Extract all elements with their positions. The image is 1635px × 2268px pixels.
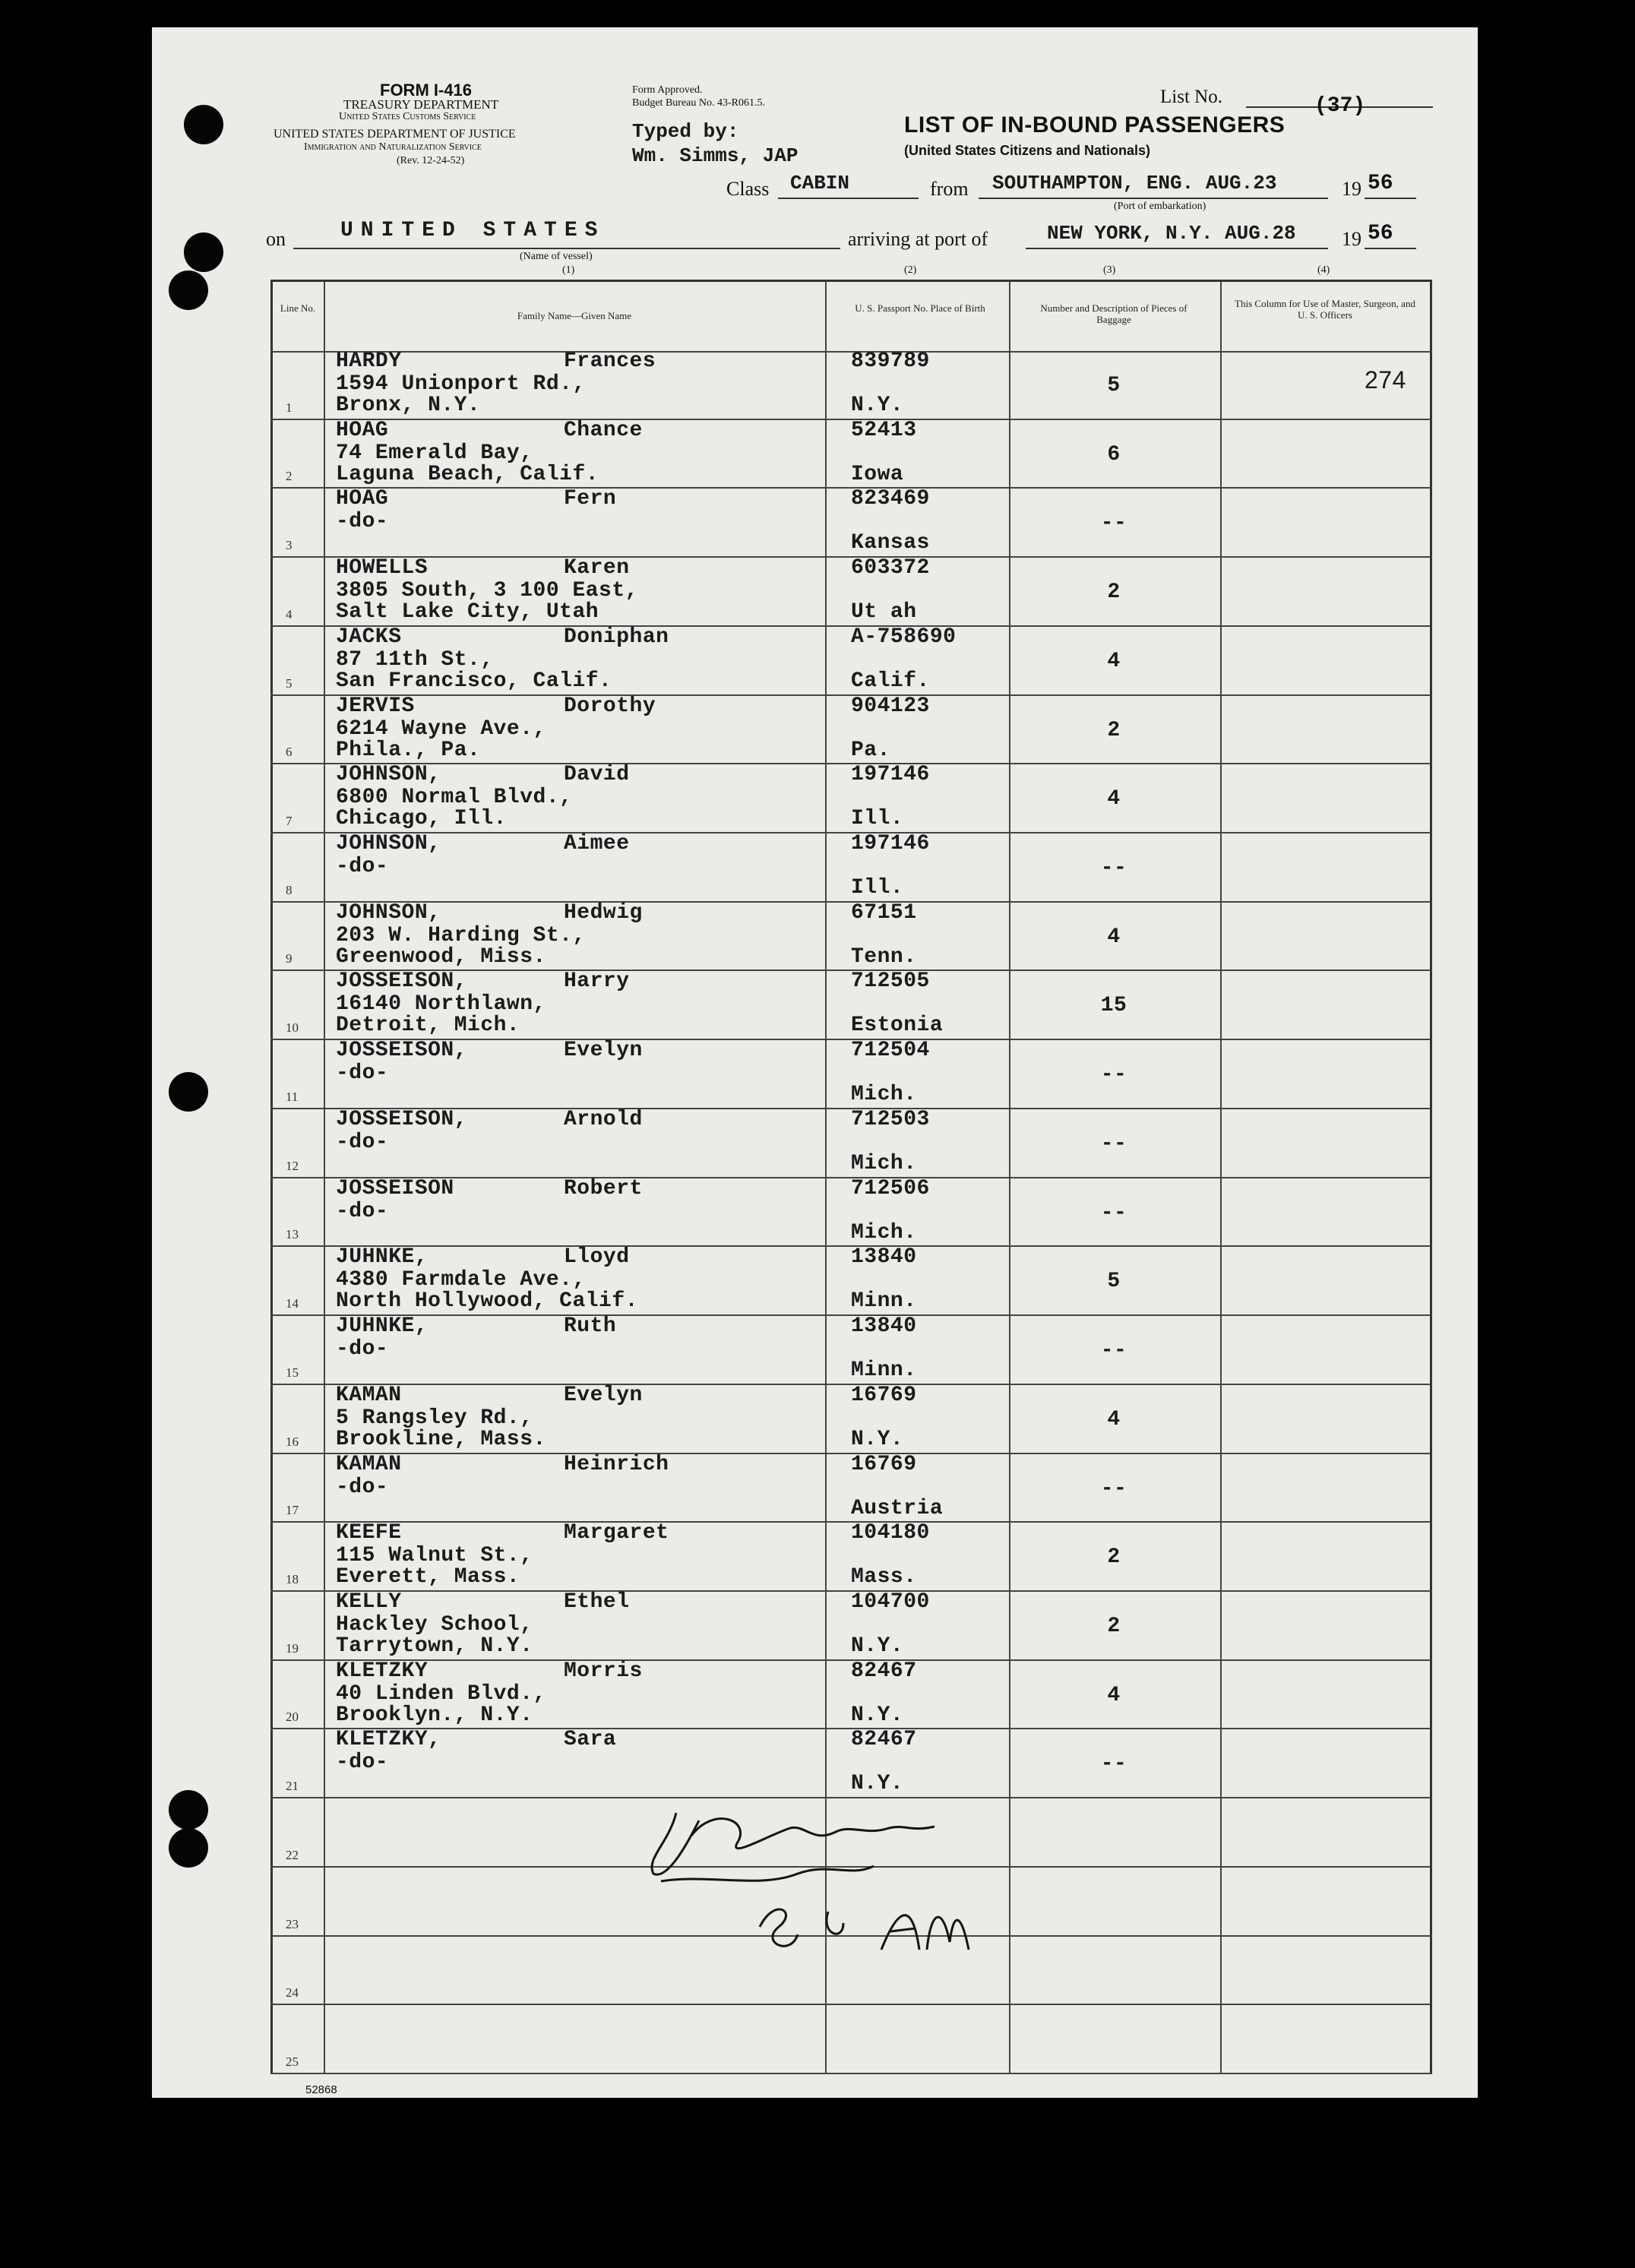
family-name: KLETZKY (336, 1659, 429, 1683)
line-number: 17 (286, 1503, 299, 1518)
family-name: JOHNSON, (336, 763, 441, 787)
table-row (270, 2005, 1431, 2074)
baggage-count: 15 (1100, 994, 1127, 1018)
address-line-2: San Francisco, Calif. (336, 669, 612, 693)
place-of-birth: N.Y. (851, 394, 904, 417)
vessel-name: UNITED STATES (340, 219, 606, 242)
family-name: HARDY (336, 350, 402, 373)
punch-hole (169, 1072, 208, 1112)
address-line-1: -do- (336, 1130, 389, 1154)
place-of-birth: Ill. (851, 876, 904, 900)
from-year-prefix: 19 (1342, 178, 1361, 200)
table-row (270, 900, 1431, 972)
address-line-1: Hackley School, (336, 1612, 533, 1637)
header-passport: U. S. Passport No. Place of Birth (855, 302, 985, 314)
table-row (270, 971, 1431, 1040)
line-number: 16 (286, 1434, 299, 1449)
line-number: 12 (286, 1158, 299, 1173)
family-name: JOSSEISON, (336, 1107, 468, 1131)
line-number: 5 (286, 675, 293, 691)
place-of-birth: Mich. (851, 1220, 917, 1245)
address-line-1: 1594 Unionport Rd., (336, 372, 586, 396)
budget-bureau: Budget Bureau No. 43-R061.5. (632, 97, 765, 109)
passport-number: 13840 (851, 1314, 917, 1339)
table-row (270, 1109, 1431, 1178)
line-number: 15 (286, 1365, 299, 1380)
col-number-1: (1) (562, 264, 575, 276)
address-line-1: -do- (336, 1751, 389, 1775)
address-line-2: Phila., Pa. (336, 738, 481, 762)
passport-number: 603372 (851, 556, 930, 580)
address-line-1: 4380 Farmdale Ave., (336, 1268, 586, 1292)
baggage-count: 4 (1107, 1683, 1121, 1707)
baggage-count: 4 (1107, 787, 1121, 811)
address-line-1: 5 Rangsley Rd., (336, 1406, 533, 1430)
place-of-birth: Minn. (851, 1359, 917, 1383)
manifest-subtitle: (United States Citizens and Nationals) (904, 143, 1151, 158)
place-of-birth: Estonia (851, 1014, 944, 1038)
family-name: JOSSEISON, (336, 970, 468, 994)
place-of-birth: Calif. (851, 669, 930, 693)
line-number: 13 (286, 1227, 299, 1242)
punch-hole (169, 270, 208, 310)
manifest-title: LIST OF IN-BOUND PASSENGERS (904, 112, 1286, 138)
given-name: Evelyn (564, 1039, 643, 1063)
given-name: Arnold (564, 1107, 643, 1131)
table-row (270, 420, 1431, 489)
baggage-count: -- (1100, 856, 1127, 881)
family-name: KAMAN (336, 1383, 402, 1407)
address-line-2: Laguna Beach, Calif. (336, 462, 599, 486)
baggage-count: 2 (1107, 718, 1121, 742)
given-name: Aimee (564, 832, 630, 856)
family-name: JOHNSON, (336, 832, 441, 856)
address-line-1: 6800 Normal Blvd., (336, 786, 573, 810)
address-line-1: 74 Emerald Bay, (336, 441, 533, 465)
typed-by-value: Wm. Simms, JAP (632, 144, 799, 167)
passport-number: 13840 (851, 1245, 917, 1270)
family-name: JOHNSON, (336, 900, 441, 925)
passport-number: 839789 (851, 350, 930, 373)
table-row (270, 351, 1431, 420)
family-name: KAMAN (336, 1452, 402, 1476)
place-of-birth: Kansas (851, 531, 930, 555)
handwritten-time (1595, 27, 1596, 28)
given-name: Margaret (564, 1521, 669, 1545)
line-number: 19 (286, 1640, 299, 1656)
place-of-birth: Mich. (851, 1083, 917, 1107)
table-row (270, 627, 1431, 696)
given-name: Evelyn (564, 1383, 643, 1407)
family-name: JACKS (336, 625, 402, 649)
line-number: 24 (286, 1985, 299, 2001)
place-of-birth: Minn. (851, 1289, 917, 1314)
place-of-birth: Tenn. (851, 944, 917, 969)
address-line-2: Chicago, Ill. (336, 807, 507, 831)
table-row (270, 1247, 1431, 1316)
family-name: JOSSEISON, (336, 1039, 468, 1063)
given-name: Chance (564, 418, 643, 442)
line-number: 11 (286, 1089, 299, 1104)
address-line-2: Everett, Mass. (336, 1565, 520, 1589)
class-value: CABIN (790, 172, 850, 195)
passport-number: 197146 (851, 832, 930, 856)
table-row (270, 1040, 1431, 1109)
family-name: HOWELLS (336, 556, 429, 580)
passport-number: 823469 (851, 487, 930, 511)
line-number: 2 (286, 469, 293, 484)
class-label: Class (726, 178, 770, 200)
address-line-1: 6214 Wayne Ave., (336, 716, 546, 741)
family-name: HOAG (336, 487, 389, 511)
arriving-port: NEW YORK, N.Y. AUG.28 (1047, 222, 1296, 245)
line-number: 21 (286, 1779, 299, 1794)
header-name: Family Name—Given Name (517, 310, 632, 321)
form-number: FORM I-416 (380, 81, 473, 100)
place-of-birth: Mich. (851, 1151, 917, 1175)
line-number: 6 (286, 745, 293, 760)
passport-number: 904123 (851, 694, 930, 718)
baggage-count: 4 (1107, 1407, 1121, 1431)
address-line-2: Brooklyn., N.Y. (336, 1703, 533, 1727)
punch-hole (184, 105, 223, 144)
table-row (270, 558, 1431, 627)
inspector-signature (646, 1790, 965, 1896)
given-name: Doniphan (564, 625, 669, 649)
line-number: 9 (286, 951, 293, 966)
given-name: Ethel (564, 1589, 630, 1614)
baggage-count: -- (1100, 1200, 1127, 1225)
given-name: Ruth (564, 1314, 617, 1339)
baggage-count: -- (1100, 511, 1127, 536)
col-number-2: (2) (904, 264, 917, 276)
vessel-caption: (Name of vessel) (520, 251, 593, 262)
table-row (270, 696, 1431, 765)
line-number: 18 (286, 1571, 299, 1586)
line-number: 22 (286, 1847, 299, 1862)
table-row (270, 833, 1431, 903)
address-line-1: -do- (336, 1337, 389, 1362)
given-name: Fern (564, 487, 617, 511)
address-line-2: Greenwood, Miss. (336, 944, 546, 969)
family-name: JUHNKE, (336, 1314, 429, 1339)
form-revision: (Rev. 12-24-52) (397, 155, 465, 166)
address-line-1: 16140 Northlawn, (336, 992, 546, 1017)
line-number: 3 (286, 538, 293, 553)
table-row (270, 1589, 1431, 1661)
line-number: 14 (286, 1296, 299, 1311)
address-line-1: 87 11th St., (336, 647, 494, 672)
passport-number: 104180 (851, 1521, 930, 1545)
officer-note: 274 (1365, 366, 1406, 394)
given-name: David (564, 763, 630, 787)
baggage-count: -- (1100, 1752, 1127, 1776)
table-row (270, 1178, 1431, 1248)
typed-by-label: Typed by: (632, 120, 739, 143)
header-officers: This Column for Use of Master, Surgeon, and U. S. Officers (1235, 298, 1415, 321)
table-row (270, 1661, 1431, 1730)
col-number-3: (3) (1103, 264, 1116, 276)
address-line-1: 40 Linden Blvd., (336, 1681, 546, 1706)
address-line-1: 115 Walnut St., (336, 1544, 533, 1568)
baggage-count: 5 (1107, 1270, 1121, 1294)
line-number: 4 (286, 606, 293, 622)
address-line-1: -do- (336, 510, 389, 534)
baggage-count: -- (1100, 1339, 1127, 1363)
place-of-birth: Ut ah (851, 600, 917, 625)
given-name: Lloyd (564, 1245, 630, 1270)
family-name: JERVIS (336, 694, 415, 718)
line-number: 10 (286, 1020, 299, 1036)
place-of-birth: N.Y. (851, 1772, 904, 1796)
from-label: from (930, 178, 969, 200)
family-name: HOAG (336, 418, 389, 442)
address-line-1: 3805 South, 3 100 East, (336, 579, 638, 603)
arriving-label: arriving at port of (848, 228, 988, 250)
address-line-1: -do- (336, 1199, 389, 1223)
place-of-birth: Austria (851, 1496, 944, 1520)
col-number-4: (4) (1317, 264, 1330, 276)
address-line-1: 203 W. Harding St., (336, 923, 586, 947)
passport-number: 712506 (851, 1176, 930, 1200)
given-name: Frances (564, 350, 656, 373)
ins-service: Immigration and Naturalization Service (304, 141, 482, 153)
given-name: Hedwig (564, 900, 643, 925)
form-approved: Form Approved. (632, 84, 703, 96)
place-of-birth: N.Y. (851, 1427, 904, 1451)
from-year-value: 56 (1368, 172, 1393, 195)
place-of-birth: Mass. (851, 1565, 917, 1589)
header-line-no: Line No. (280, 302, 316, 314)
arrive-year-prefix: 19 (1342, 228, 1361, 250)
passport-number: 16769 (851, 1452, 917, 1476)
list-no-value: (37) (1314, 94, 1366, 118)
passport-number: 712503 (851, 1107, 930, 1131)
family-name: KLETZKY, (336, 1728, 441, 1752)
table-row (270, 764, 1431, 833)
place-of-birth: Ill. (851, 807, 904, 831)
passport-number: 197146 (851, 763, 930, 787)
passport-number: 104700 (851, 1589, 930, 1614)
table-row (270, 1316, 1431, 1385)
baggage-count: -- (1100, 1476, 1127, 1501)
table-row (270, 1729, 1431, 1798)
passport-number: 82467 (851, 1728, 917, 1752)
manifest-page (152, 27, 1478, 2098)
punch-hole (169, 1828, 208, 1868)
family-name: JOSSEISON (336, 1176, 454, 1200)
line-number: 7 (286, 814, 293, 829)
table-row (270, 1523, 1431, 1592)
port-embark-caption: (Port of embarkation) (1114, 201, 1206, 212)
address-line-2: Bronx, N.Y. (336, 394, 481, 417)
address-line-1: -do- (336, 1061, 389, 1086)
address-line-1: -do- (336, 855, 389, 879)
punch-hole (169, 1790, 208, 1830)
line-number: 23 (286, 1916, 299, 1931)
passport-number: 67151 (851, 900, 917, 925)
address-line-2: Salt Lake City, Utah (336, 600, 599, 625)
on-label: on (266, 228, 286, 250)
passport-number: 82467 (851, 1659, 917, 1683)
place-of-birth: N.Y. (851, 1634, 904, 1658)
given-name: Karen (564, 556, 630, 580)
footer-code: 52868 (305, 2083, 337, 2096)
given-name: Robert (564, 1176, 643, 1200)
given-name: Dorothy (564, 694, 656, 718)
baggage-count: 4 (1107, 925, 1121, 949)
baggage-count: 2 (1107, 580, 1121, 605)
baggage-count: 4 (1107, 649, 1121, 673)
given-name: Morris (564, 1659, 643, 1683)
passport-number: 712504 (851, 1039, 930, 1063)
family-name: JUHNKE, (336, 1245, 429, 1270)
line-number: 8 (286, 882, 293, 897)
punch-hole (184, 232, 223, 272)
list-no-label: List No. (1160, 87, 1222, 107)
passport-number: 16769 (851, 1383, 917, 1407)
justice-dept: UNITED STATES DEPARTMENT OF JUSTICE (274, 128, 516, 141)
line-number: 1 (286, 400, 293, 415)
given-name: Harry (564, 970, 630, 994)
baggage-count: -- (1100, 1131, 1127, 1156)
address-line-2: Brookline, Mass. (336, 1427, 546, 1451)
baggage-count: 5 (1107, 374, 1121, 397)
header-baggage: Number and Description of Pieces of Baggage (1040, 302, 1188, 325)
passport-number: 52413 (851, 418, 917, 442)
passport-number: 712505 (851, 970, 930, 994)
address-line-2: Tarrytown, N.Y. (336, 1634, 533, 1658)
arrive-year-value: 56 (1368, 222, 1393, 245)
treasury-dept: TREASURY DEPARTMENT (343, 97, 499, 112)
line-number: 20 (286, 1710, 299, 1725)
baggage-count: 2 (1107, 1614, 1121, 1638)
line-number: 25 (286, 2054, 299, 2069)
family-name: KEEFE (336, 1521, 402, 1545)
handwritten-time-drawing (745, 1881, 972, 1965)
table-row (270, 1454, 1431, 1523)
place-of-birth: N.Y. (851, 1703, 904, 1727)
place-of-birth: Pa. (851, 738, 890, 762)
address-line-2: North Hollywood, Calif. (336, 1289, 638, 1314)
table-row (270, 1385, 1431, 1454)
family-name: KELLY (336, 1589, 402, 1614)
address-line-2: Detroit, Mich. (336, 1014, 520, 1038)
baggage-count: 6 (1107, 442, 1121, 467)
from-value: SOUTHAMPTON, ENG. AUG.23 (992, 172, 1277, 195)
place-of-birth: Iowa (851, 462, 904, 486)
table-row (270, 489, 1431, 558)
given-name: Sara (564, 1728, 617, 1752)
passport-number: A-758690 (851, 625, 957, 649)
given-name: Heinrich (564, 1452, 669, 1476)
customs-service: United States Customs Service (339, 111, 476, 122)
address-line-1: -do- (336, 1475, 389, 1499)
baggage-count: 2 (1107, 1545, 1121, 1570)
baggage-count: -- (1100, 1063, 1127, 1087)
